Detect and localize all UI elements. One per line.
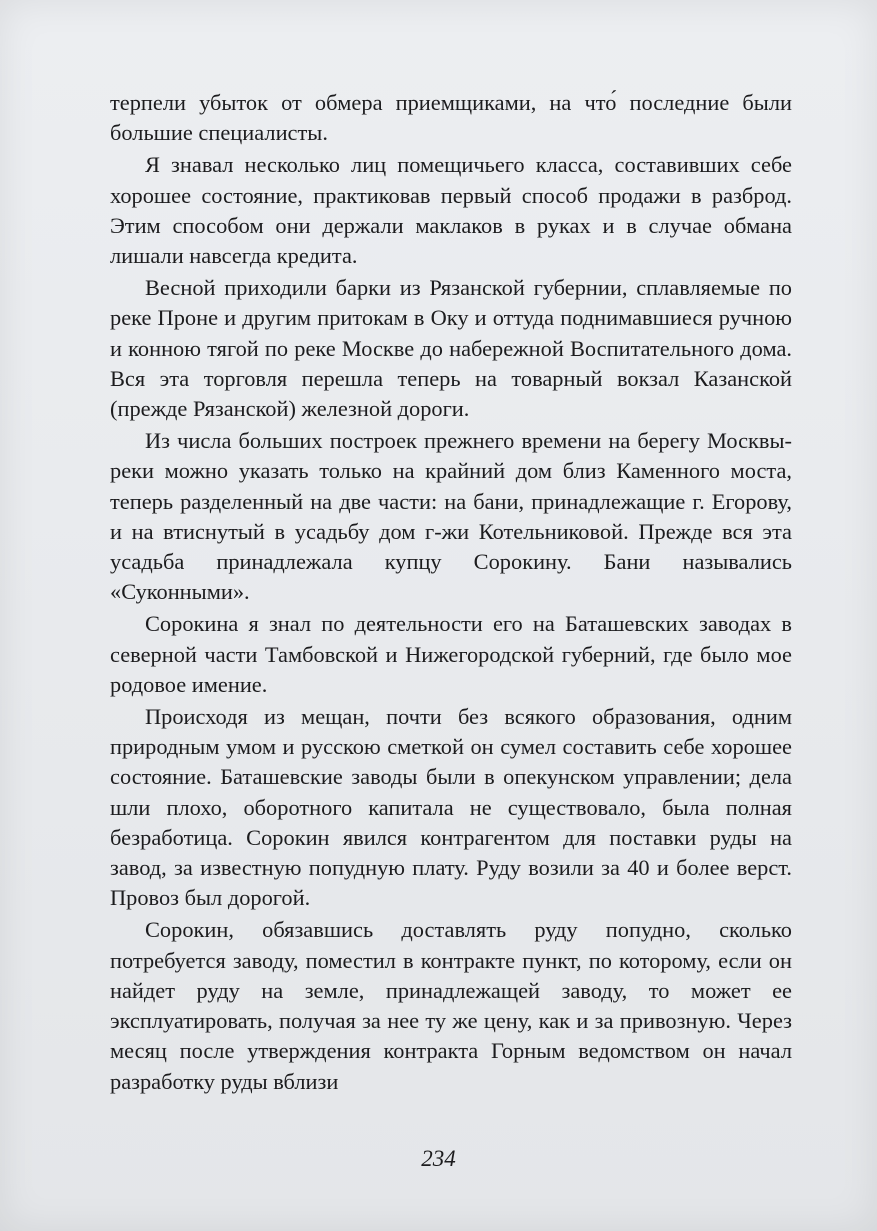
paragraph-5: Сорокина я знал по деятельности его на Баташевских заводах в северной части Тамбовской и Нижегородской губерний, где было мое родовое имение. [110, 611, 792, 697]
page-body-text [110, 88, 792, 1099]
paragraph-1: терпели убыток от обмера приемщиками, на что́ последние были большие специалисты. [110, 90, 792, 146]
paragraph-2: Я знавал несколько лиц помещичьего класса, составивших себе хорошее состояние, практиковав первый способ продажи в разброд. Этим способом они держали маклаков в руках и в случае обмана лишали навсегда кредита. [110, 152, 792, 269]
paragraph-7: Сорокин, обязавшись доставлять руду попудно, сколько потребуется заводу, поместил в контракте пункт, по которому, если он найдет руду на земле, принадлежащей заводу, то может ее эксплуатировать, получая за нее ту же цену, как и за привозную. Через месяц после утверждения контракта Горным ведомством он начал разработку руды вблизи [110, 917, 792, 1094]
paragraph-4: Из числа больших построек прежнего времени на берегу Москвы-реки можно указать только на крайний дом близ Каменного моста, теперь разделенный на две части: на бани, принадлежащие г. Егорову, и на втиснутый в усадьбу дом г-жи Котельниковой. Прежде вся эта усадьба принадлежала купцу Сорокину. Бани назывались «Суконными». [110, 428, 792, 605]
page-number: 234 [421, 1146, 456, 1171]
paragraph-6: Происходя из мещан, почти без всякого образования, одним природным умом и русскою сметкой он сумел составить себе хорошее состояние. Баташевские заводы были в опекунском управлении; дела шли плохо, оборотного капитала не существовало, была полная безработица. Сорокин явился контрагентом для поставки руды на завод, за известную попудную плату. Руду возили за 40 и более верст. Провоз был дорогой. [110, 704, 792, 911]
paragraph-3: Весной приходили барки из Рязанской губернии, сплавляемые по реке Проне и другим притокам в Оку и оттуда поднимавшиеся ручною и конною тягой по реке Москве до набережной Воспитательного дома. Вся эта торговля перешла теперь на товарный вокзал Казанской (прежде Рязанской) железной дороги. [110, 275, 792, 422]
